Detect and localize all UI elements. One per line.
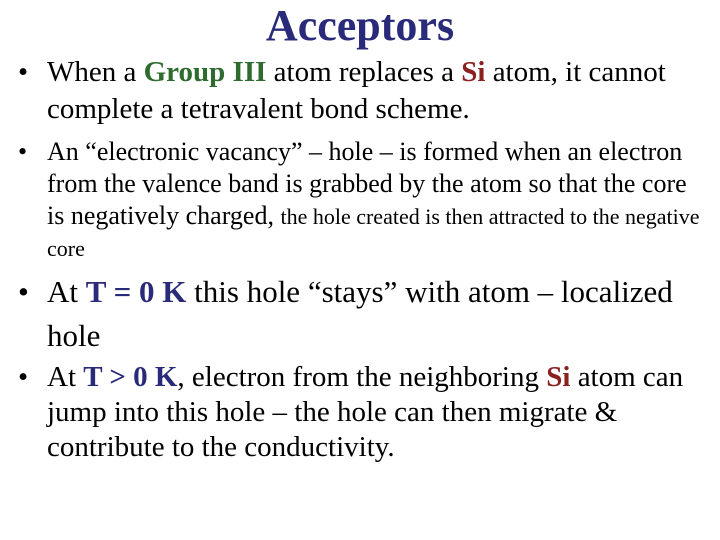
bullet-text-small: the hole created is then attracted to the negative core [47,204,700,261]
temperature-term: T = 0 K [85,274,187,309]
si-term: Si [546,361,571,393]
bullet-text: At [47,361,84,393]
bullet-icon: • [18,274,29,309]
slide-title: Acceptors [265,1,455,50]
bullet-text: , electron from the neighboring [177,361,547,393]
bullet-item-above-zero-kelvin [18,360,708,465]
bullet-text: atom replaces a [266,56,462,88]
bullet-text: atom, it cannot complete a tetravalent bond scheme. [47,56,666,125]
bullet-text: At [47,274,86,309]
bullet-item-group-iii [18,54,708,128]
bullet-icon: • [18,56,29,88]
bullet-list [18,54,708,465]
bullet-item-zero-kelvin [18,270,708,358]
bullet-text: atom can jump into this hole – the hole can then migrate & contribute to the conductivity. [47,361,684,463]
si-term: Si [461,56,486,88]
temperature-term: T > 0 K [83,361,178,393]
group-iii-term: Group III [143,56,267,88]
bullet-text: When a [47,56,144,88]
bullet-icon: • [18,361,29,393]
bullet-item-electronic-vacancy [18,136,708,264]
bullet-icon: • [18,137,28,166]
bullet-text: An “electronic vacancy” – hole – is formed when an electron from the valence band is grabbed by the atom so that the core is negatively charged, [47,137,687,230]
bullet-text: this hole “stays” with atom – localized hole [47,274,673,353]
